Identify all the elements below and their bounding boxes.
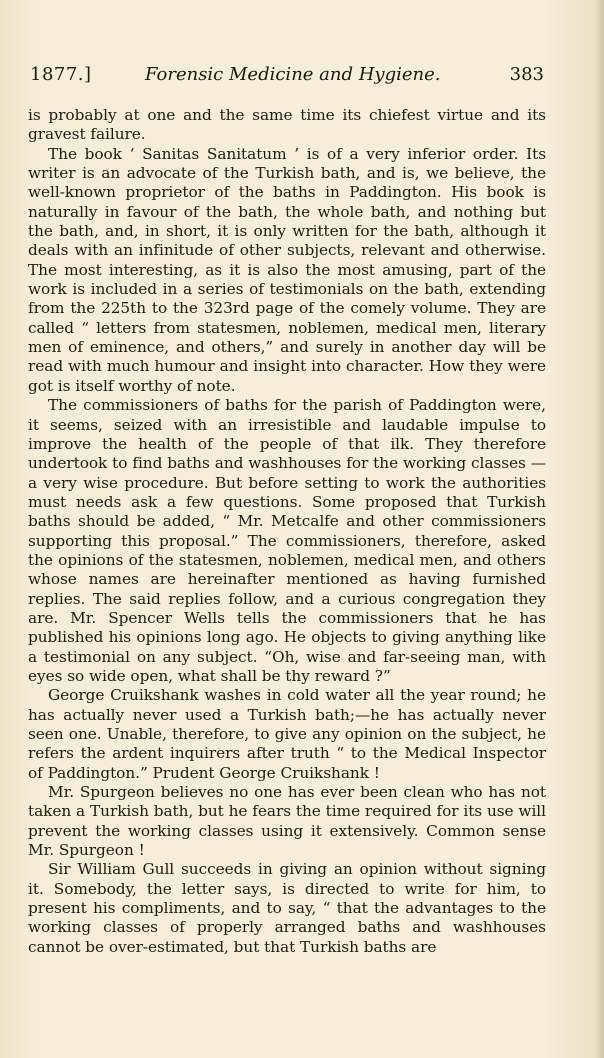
paragraph-4: George Cruikshank washes in cold water all the year round; he has actually never used a Turkish bath;—he has actually never seen one. Unable, therefore, to give any opinion on the subject, he refers the ardent inquirers after truth “ to the Medical Inspector of Paddington.” Prudent George Cruikshank ! <box>28 686 546 782</box>
page-number: 383 <box>509 64 544 85</box>
paragraph-2: The book ‘ Sanitas Sanitatum ’ is of a very inferior order. Its writer is an advocate of the Turkish bath, and is, we believe, the well-known proprietor of the baths in Paddington. His book is naturally in favour of the bath, the whole bath, and nothing but the bath, and, in short, it is only written for the bath, although it deals with an infinitude of other subjects, relevant and otherwise. The most interesting, as it is also the most amusing, part of the work is included in a series of testimonials on the bath, extending from the 225th to the 323rd page of the comely volume. They are called “ letters from statesmen, noblemen, medical men, literary men of eminence, and others,” and surely in another day will be read with much humour and insight into character. How they were got is itself worthy of note. <box>28 144 546 395</box>
page-edge-shadow <box>594 0 604 1058</box>
header-year: 1877.] <box>30 64 92 85</box>
paragraph-3: The commissioners of baths for the parish of Paddington were, it seems, seized with an irresistible and laudable impulse to improve the health of the people of that ilk. They therefore undertook to find baths and washhouses for the working classes —a very wise procedure. But before setting to work the authorities must needs ask a few questions. Some proposed that Turkish baths should be added, “ Mr. Metcalfe and other commissioners supporting this proposal.” The commissioners, therefore, asked the opinions of the statesmen, noblemen, medical men, and others whose names are hereinafter mentioned as having furnished replies. The said replies follow, and a curious congregation they are. Mr. Spencer Wells tells the commissioners that he has published his opinions long ago. He objects to giving anything like a testimonial on any subject. “Oh, wise and far-seeing man, with eyes so wide open, what shall be thy reward ?” <box>28 396 546 685</box>
header-title: Forensic Medicine and Hygiene. <box>145 64 441 85</box>
paragraph-6: Sir William Gull succeeds in giving an opinion without signing it. Somebody, the letter says, is directed to write for him, to present his compliments, and to say, “ that the advantages to the working classes of properly arranged baths and washhouses cannot be over-estimated, but that Turkish baths are <box>28 860 546 956</box>
running-header <box>30 64 544 88</box>
body-text <box>28 106 546 957</box>
paragraph-5: Mr. Spurgeon believes no one has ever been clean who has not taken a Turkish bath, but he fears the time required for its use will prevent the working classes using it extensively. Common sense Mr. Spurgeon ! <box>28 783 546 860</box>
paragraph-1: is probably at one and the same time its chiefest virtue and its gravest failure. <box>28 106 546 144</box>
